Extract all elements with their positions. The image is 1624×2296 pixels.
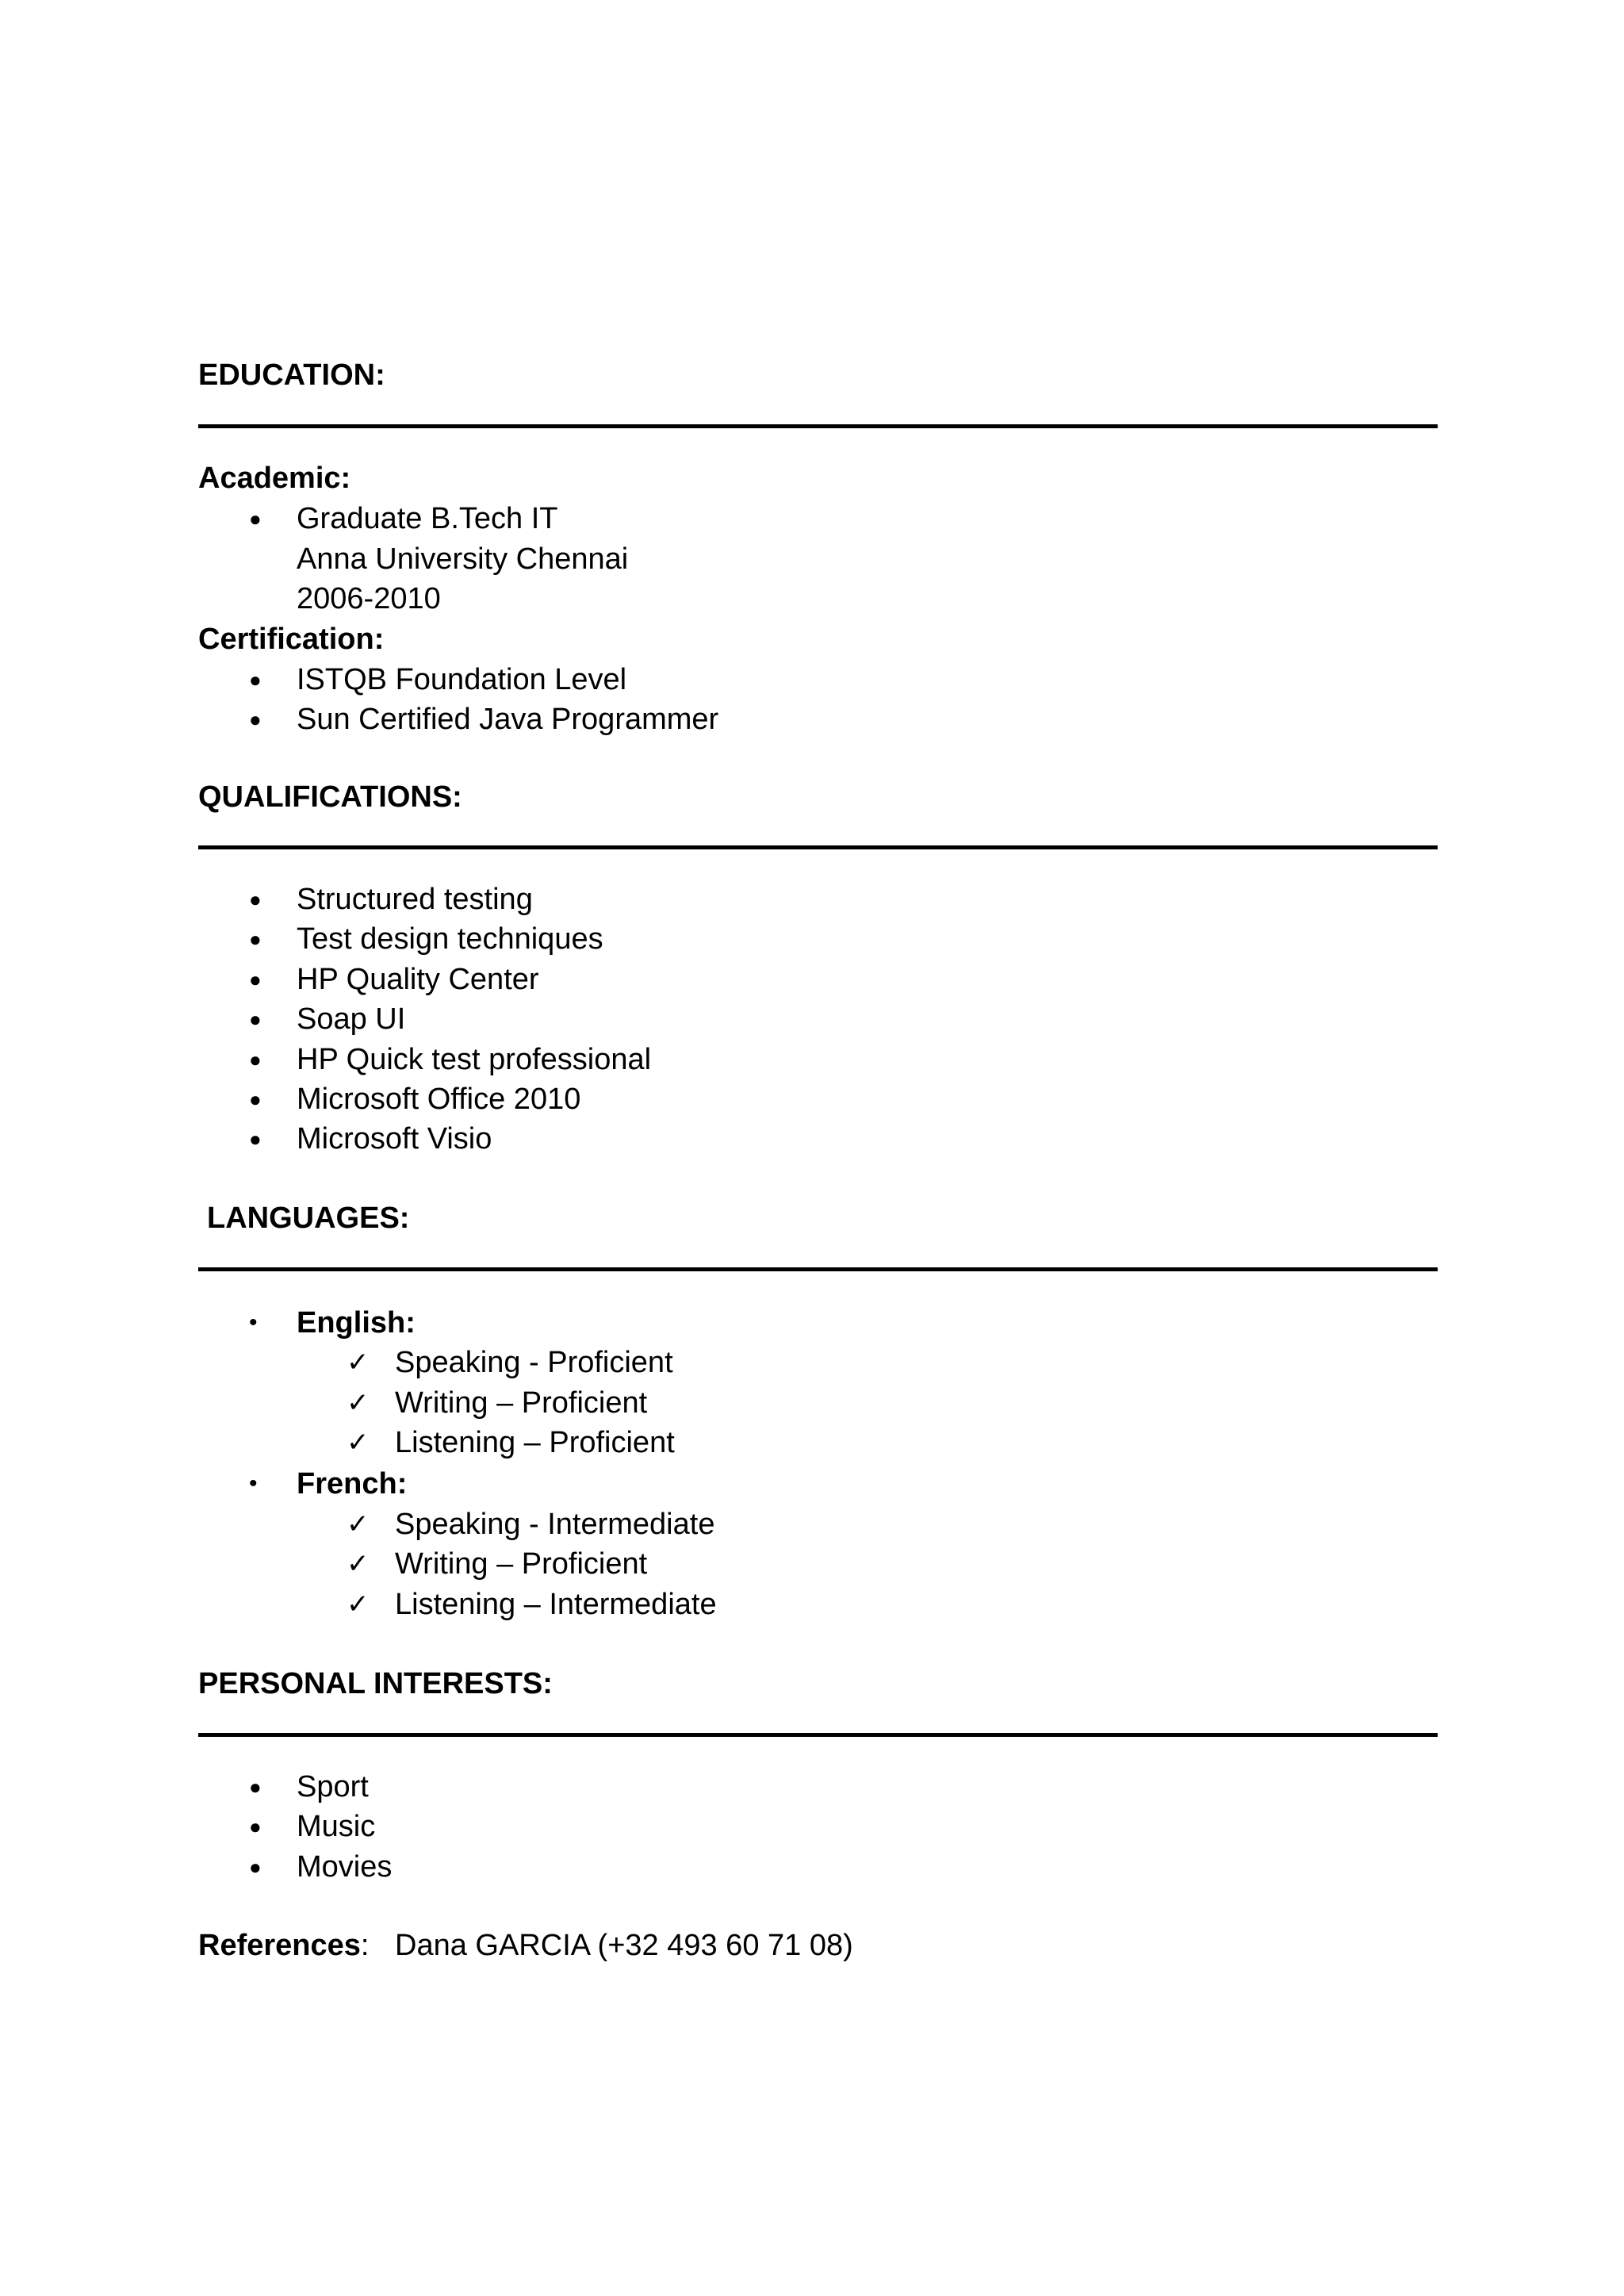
academic-years: 2006-2010 — [297, 582, 441, 615]
interest-item: Music — [297, 1810, 376, 1843]
language-skill: Listening – Intermediate — [395, 1588, 717, 1621]
check-icon: ✓ — [347, 1589, 370, 1619]
check-icon: ✓ — [347, 1347, 370, 1378]
check-icon: ✓ — [347, 1428, 370, 1458]
qualification-item: Structured testing — [297, 883, 533, 916]
bullet-icon: ● — [249, 668, 262, 692]
bullet-icon: ● — [249, 887, 262, 911]
language-skill: Writing – Proficient — [395, 1547, 648, 1581]
education-divider — [198, 424, 1438, 428]
check-icon: ✓ — [347, 1388, 370, 1418]
bullet-icon: ● — [249, 927, 262, 951]
qualifications-divider — [198, 845, 1438, 849]
bullet-icon: • — [249, 1309, 258, 1336]
references-value: Dana GARCIA (+32 493 60 71 08) — [395, 1929, 853, 1962]
qualification-item: HP Quick test professional — [297, 1043, 652, 1076]
references-label: References — [198, 1929, 361, 1962]
bullet-icon: • — [249, 1470, 258, 1497]
qualification-item: Microsoft Visio — [297, 1122, 492, 1156]
references-line — [198, 1927, 369, 1964]
qualification-item: Microsoft Office 2010 — [297, 1083, 581, 1116]
certification-item: ISTQB Foundation Level — [297, 663, 627, 696]
language-skill: Listening – Proficient — [395, 1426, 675, 1459]
qualification-item: HP Quality Center — [297, 963, 539, 996]
certification-label: Certification: — [198, 623, 385, 656]
qualification-item: Test design techniques — [297, 922, 603, 956]
language-skill: Writing – Proficient — [395, 1386, 648, 1420]
certification-item: Sun Certified Java Programmer — [297, 703, 719, 736]
academic-degree: Graduate B.Tech IT — [297, 502, 558, 535]
interests-heading: PERSONAL INTERESTS: — [198, 1667, 553, 1700]
bullet-icon: ● — [249, 507, 262, 531]
language-skill: Speaking - Intermediate — [395, 1508, 715, 1541]
references-separator: : — [360, 1929, 370, 1962]
bullet-icon: ● — [249, 1127, 262, 1151]
interest-item: Movies — [297, 1850, 393, 1884]
qualifications-heading: QUALIFICATIONS: — [198, 780, 462, 814]
interest-item: Sport — [297, 1770, 369, 1803]
language-skill: Speaking - Proficient — [395, 1346, 673, 1379]
bullet-icon: ● — [249, 1007, 262, 1031]
bullet-icon: ● — [249, 1775, 262, 1799]
interests-divider — [198, 1733, 1438, 1737]
bullet-icon: ● — [249, 1087, 262, 1111]
qualification-item: Soap UI — [297, 1002, 406, 1036]
language-name: French: — [297, 1467, 408, 1501]
bullet-icon: ● — [249, 968, 262, 991]
languages-divider — [198, 1267, 1438, 1271]
academic-label: Academic: — [198, 462, 351, 495]
education-heading: EDUCATION: — [198, 358, 385, 392]
academic-university: Anna University Chennai — [297, 542, 629, 576]
bullet-icon: ● — [249, 707, 262, 731]
languages-heading: LANGUAGES: — [207, 1202, 410, 1235]
language-name: English: — [297, 1306, 416, 1340]
bullet-icon: ● — [249, 1048, 262, 1071]
check-icon: ✓ — [347, 1509, 370, 1539]
bullet-icon: ● — [249, 1815, 262, 1838]
check-icon: ✓ — [347, 1549, 370, 1579]
bullet-icon: ● — [249, 1855, 262, 1879]
